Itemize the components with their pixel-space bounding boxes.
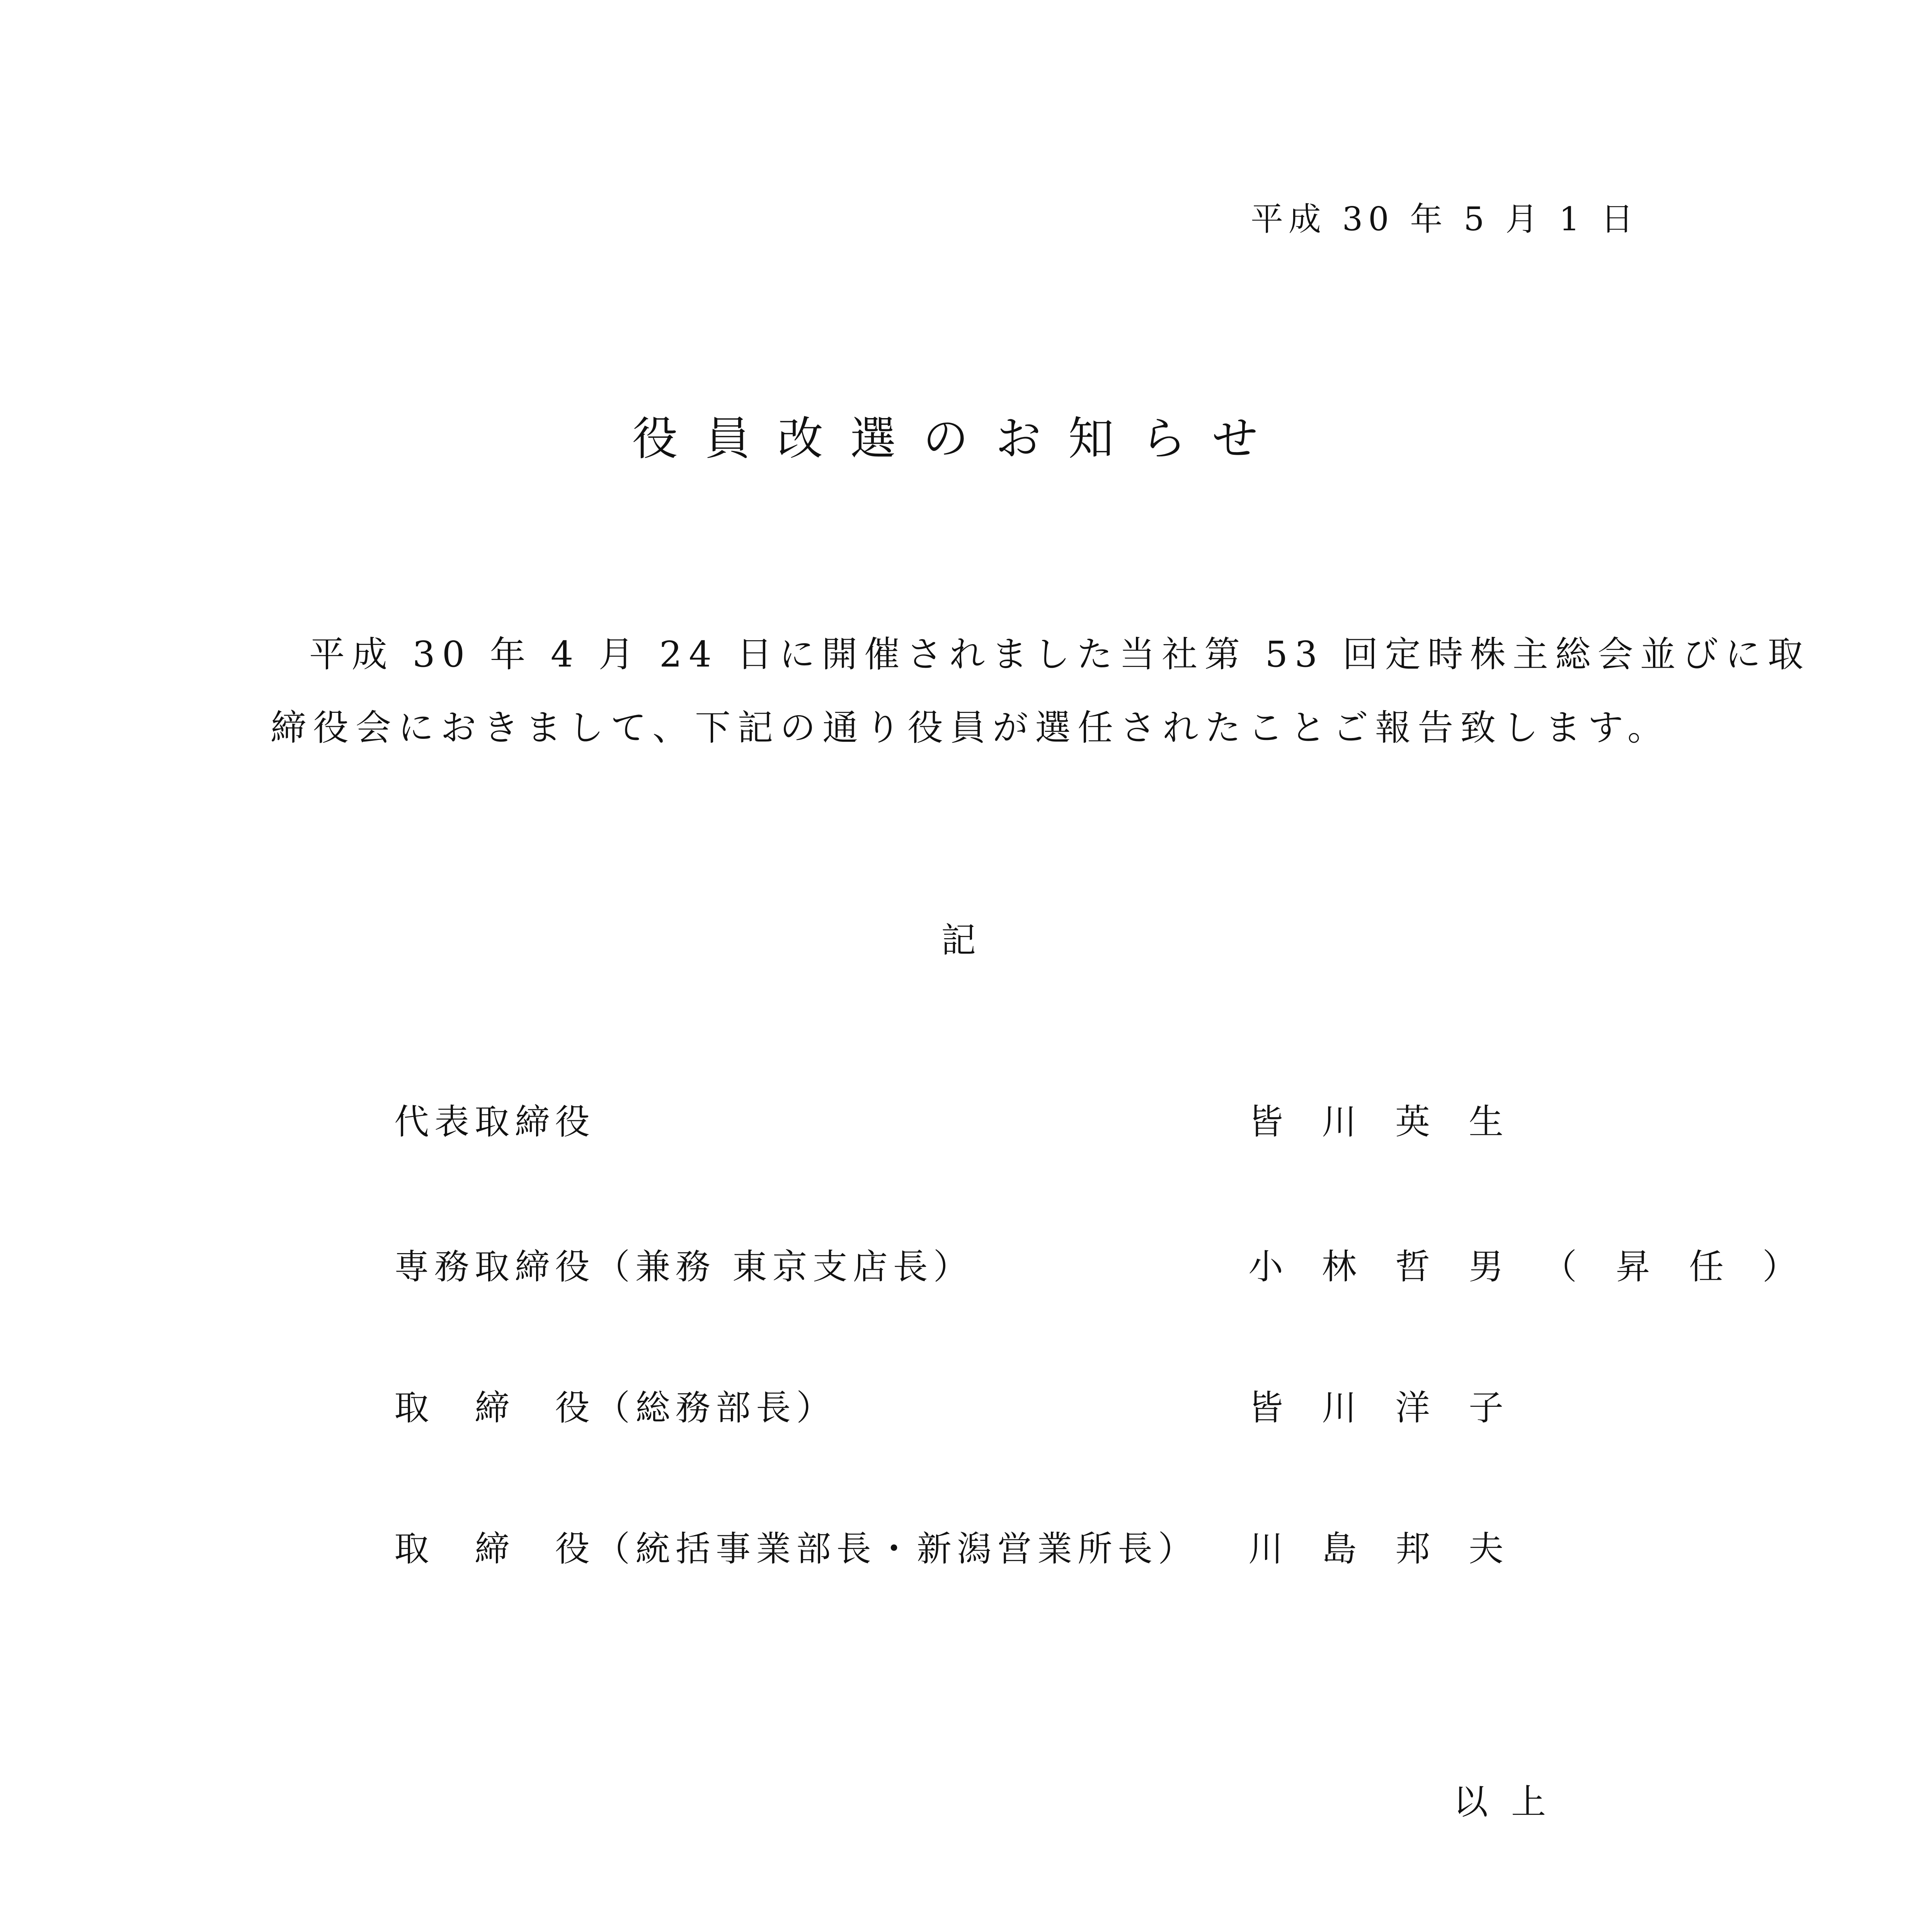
body-paragraph-line-2: 締役会におきまして、下記の通り役員が選任されたことご報告致します。 <box>271 707 1670 748</box>
officer-name: 川島邦夫 <box>1248 1529 1542 1569</box>
officer-role: 専務取締役（兼務 東京支店長） <box>394 1247 974 1287</box>
officer-role: 取 締 役（統括事業部長・新潟営業所長） <box>394 1529 1198 1569</box>
document-date: 平成 30 年 5 月 1 日 <box>1251 200 1639 238</box>
officer-name: 皆川英生 <box>1248 1102 1542 1142</box>
officer-role: 取 締 役（総務部長） <box>394 1388 836 1428</box>
closing-mark: 以上 <box>1453 1782 1569 1822</box>
ki-marker: 記 <box>941 920 976 961</box>
body-paragraph-line-1: 平成 30 年 4 月 24 日に開催されました当社第 53 回定時株主総会並びに取 <box>309 634 1810 675</box>
officer-name: 皆川洋子 <box>1248 1388 1542 1428</box>
officer-role: 代表取締役 <box>394 1102 595 1142</box>
document-title: 役員改選のお知らせ <box>632 412 1285 465</box>
officer-name: 小林哲男（昇任） <box>1248 1247 1836 1287</box>
